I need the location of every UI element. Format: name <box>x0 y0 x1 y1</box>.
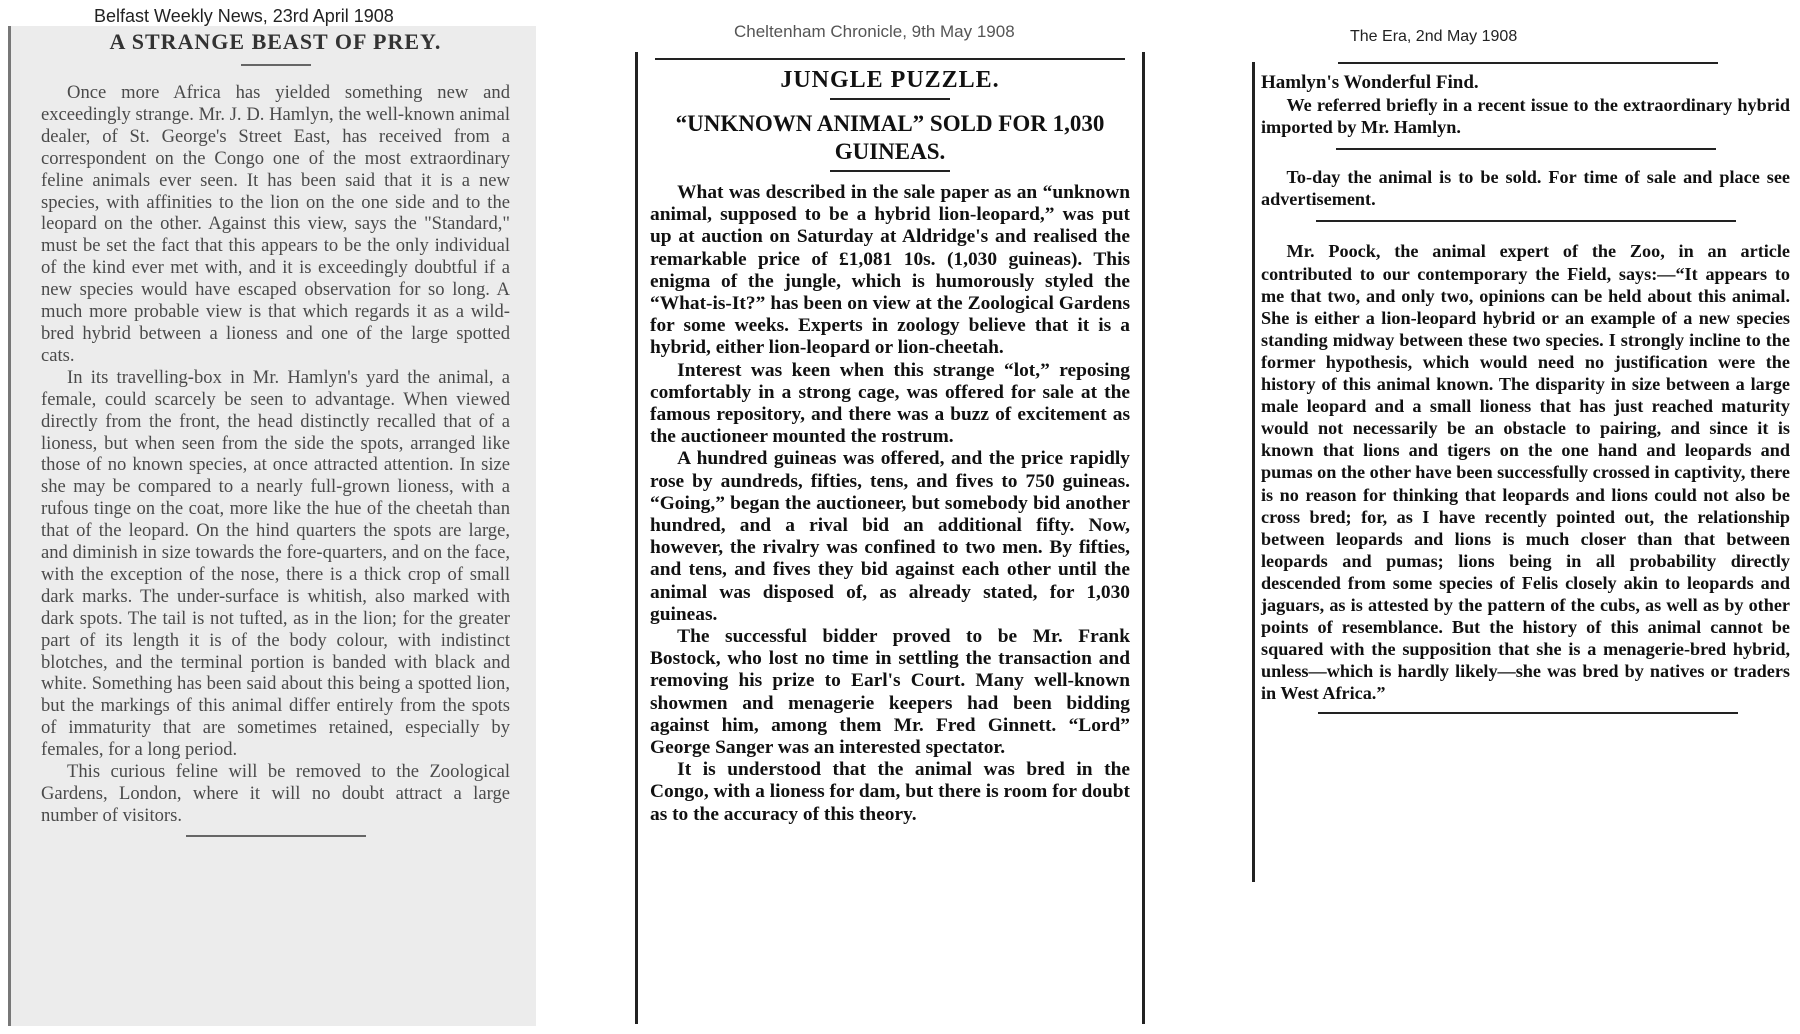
paragraph: In its travelling-box in Mr. Hamlyn's yard the animal, a female, could scarcely be seen to advantage. When viewed directly from the front, the head distinctly recalled that of a lioness, but when seen from the side the spots, arranged like those of no known species, at once attracted attention. In size she may be compared to a nearly full-grown lioness, with a rufous tinge on the coat, more like the hue of the cheetah than that of the leopard. On the hind quarters the spots are large, and diminish in size towards the fore-quarters, and on the face, with the exception of the nose, there is a thick crop of small dark marks. The under-surface is whitish, also marked with dark spots. The tail is not tufted, as in the lion; for the greater part of its length it is of the body colour, with indistinct blotches, and the terminal portion is banded with black and white. Something has been said about this being a spotted lion, but the markings of this animal differ entirely from the spots of immaturity that are sometimes retained, especially by females, for a long period. <box>41 366 510 761</box>
divider <box>1316 220 1736 222</box>
divider <box>830 170 950 172</box>
subheadline: “UNKNOWN ANIMAL” SOLD FOR 1,030 GUINEAS. <box>675 111 1105 164</box>
paragraph: To-day the animal is to be sold. For time of sale and place see advertisement. <box>1261 167 1790 210</box>
divider <box>830 98 950 100</box>
paragraph: It is understood that the animal was bred in the Congo, with a lioness for dam, but there is room for doubt as to the accuracy of this theory. <box>650 759 1130 825</box>
caption-belfast: Belfast Weekly News, 23rd April 1908 <box>94 6 394 26</box>
divider <box>655 58 1125 60</box>
divider <box>1336 148 1716 150</box>
article-body <box>650 182 1130 826</box>
paragraph: This curious feline will be removed to the Zoological Gardens, London, where it will no doubt attract a large number of visitors. <box>41 761 510 826</box>
headline: A STRANGE BEAST OF PREY. <box>109 29 442 54</box>
paragraph: Mr. Poock, the animal expert of the Zoo, in an article contributed to our contemporary the Field, says:—“It appears to me that two, and only two, opinions can be held about this animal. She is either a lion-leopard hybrid or an example of a new species standing midway between these two species. I strongly incline to the former hypothesis, which would need no justification were the history of this animal known. The disparity in size between a large male leopard and a small lioness that has just reached maturity would not necessarily be an obstacle to pairing, and since it is known that lions and tigers on the one hand and leopards and pumas on the other have been successfully crossed in captivity, there is no reason for thinking that leopards and lions could not also be cross bred; for, as I have recently pointed out, the relationship between leopards and lions is much closer than that between leopards and pumas; lions being in all probability directly descended from some species of Felis closely akin to leopards and jaguars, as is attested by the pattern of the cubs, as well as by other points of resemblance. But the history of this animal cannot be squared with the supposition that she is a menagerie-bred hybrid, unless—which is hardly likely—she was bred by natives or traders in West Africa.” <box>1261 241 1790 704</box>
divider <box>1318 712 1738 714</box>
divider <box>186 835 366 837</box>
paragraph: Once more Africa has yielded something new and exceedingly strange. Mr. J. D. Hamlyn, the well-known animal dealer, of St. George's Street East, has received from a correspondent on the Congo one of the most extraordinary feline animals ever seen. It has been said that it is a new species, with affinities to the lion on the one side and to the leopard on the other. Against this view, says the "Standard," must be set the fact that this appears to be the only individual of the kind ever met with, and it is exceedingly doubtful if a new species would have escaped observation for so long. A much more probable view is that which regards it as a wild-bred hybrid between a lioness and one of the large spotted cats. <box>41 82 510 366</box>
paragraph: We referred briefly in a recent issue to the extraordinary hybrid imported by Mr. Hamlyn. <box>1261 95 1790 138</box>
headline: JUNGLE PUZZLE. <box>780 67 1000 93</box>
paragraph: The successful bidder proved to be Mr. Frank Bostock, who lost no time in settling the transaction and removing his prize to Earl's Court. Many well-known showmen and menagerie keepers had been bidding against him, among them Mr. Fred Ginnett. “Lord” George Sanger was an interested spectator. <box>650 626 1130 759</box>
clipping-cheltenham <box>635 52 1145 1024</box>
paragraph: What was described in the sale paper as an “unknown animal, supposed to be a hybrid lion-leopard,” was put up at auction on Saturday at Aldridge's and realised the remarkable price of £1,081 10s. (1,030 guineas). This enigma of the jungle, which is humorously styled the “What-is-It?” has been on view at the Zoological Gardens for some weeks. Experts in zoology believe that it is a hybrid, either lion-leopard or lion-cheetah. <box>650 182 1130 359</box>
divider <box>241 64 311 66</box>
paragraph: Interest was keen when this strange “lot,” reposing comfortably in a strong cage, was offered for sale at the famous repository, and there was a buzz of excitement as the auctioneer mounted the rostrum. <box>650 359 1130 448</box>
caption-cheltenham: Cheltenham Chronicle, 9th May 1908 <box>734 22 1015 41</box>
article-body <box>1261 94 1794 704</box>
headline: Hamlyn's Wonderful Find. <box>1261 72 1479 93</box>
caption-era: The Era, 2nd May 1908 <box>1350 28 1518 45</box>
divider <box>1338 62 1718 64</box>
article-body <box>41 82 510 827</box>
paragraph: A hundred guineas was offered, and the price rapidly rose by aundreds, fifties, tens, and fives to 750 guineas. “Going,” began the auctioneer, but somebody bid another hundred, and a rival bid an additional fifty. Now, however, the rivalry was confined to two men. By fifties, and tens, and fives they bid against each other until the animal was disposed of, as already stated, for 1,030 guineas. <box>650 448 1130 625</box>
clipping-era <box>1252 62 1794 882</box>
clipping-belfast <box>8 26 536 1026</box>
